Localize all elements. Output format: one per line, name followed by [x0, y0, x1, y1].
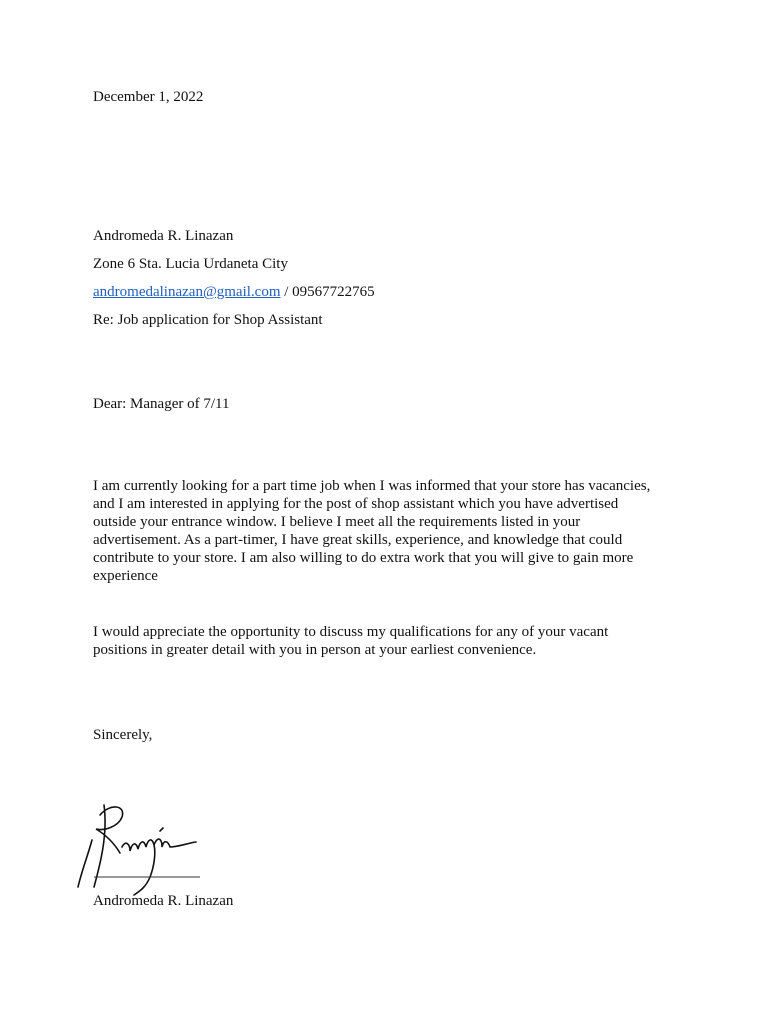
letter-date: December 1, 2022	[93, 89, 204, 105]
paragraph-line: I would appreciate the opportunity to discuss my qualifications for any of your vacant	[93, 624, 609, 640]
body-paragraph-1	[93, 477, 683, 585]
sender-phone: / 09567722765	[280, 284, 375, 300]
body-paragraph-2	[93, 623, 683, 659]
paragraph-line: and I am interested in applying for the post of shop assistant which you have advertised	[93, 496, 619, 512]
salutation: Dear: Manager of 7/11	[93, 396, 230, 412]
paragraph-line: experience	[93, 568, 158, 584]
sender-address: Zone 6 Sta. Lucia Urdaneta City	[93, 256, 288, 272]
paragraph-line: outside your entrance window. I believe I meet all the requirements listed in your	[93, 514, 581, 530]
paragraph-line: I am currently looking for a part time job when I was informed that your store has vacancies,	[93, 478, 651, 494]
handwritten-signature	[70, 795, 210, 900]
email-link[interactable]: andromedalinazan@gmail.com	[93, 284, 281, 300]
subject-line: Re: Job application for Shop Assistant	[93, 312, 323, 328]
sender-name: Andromeda R. Linazan	[93, 228, 234, 244]
paragraph-line: advertisement. As a part-timer, I have great skills, experience, and knowledge that could	[93, 532, 623, 548]
closing: Sincerely,	[93, 727, 153, 743]
sender-contact	[93, 283, 375, 301]
signature-name: Andromeda R. Linazan	[93, 893, 234, 909]
paragraph-line: contribute to your store. I am also willing to do extra work that you will give to gain more	[93, 550, 634, 566]
paragraph-line: positions in greater detail with you in person at your earliest convenience.	[93, 642, 537, 658]
